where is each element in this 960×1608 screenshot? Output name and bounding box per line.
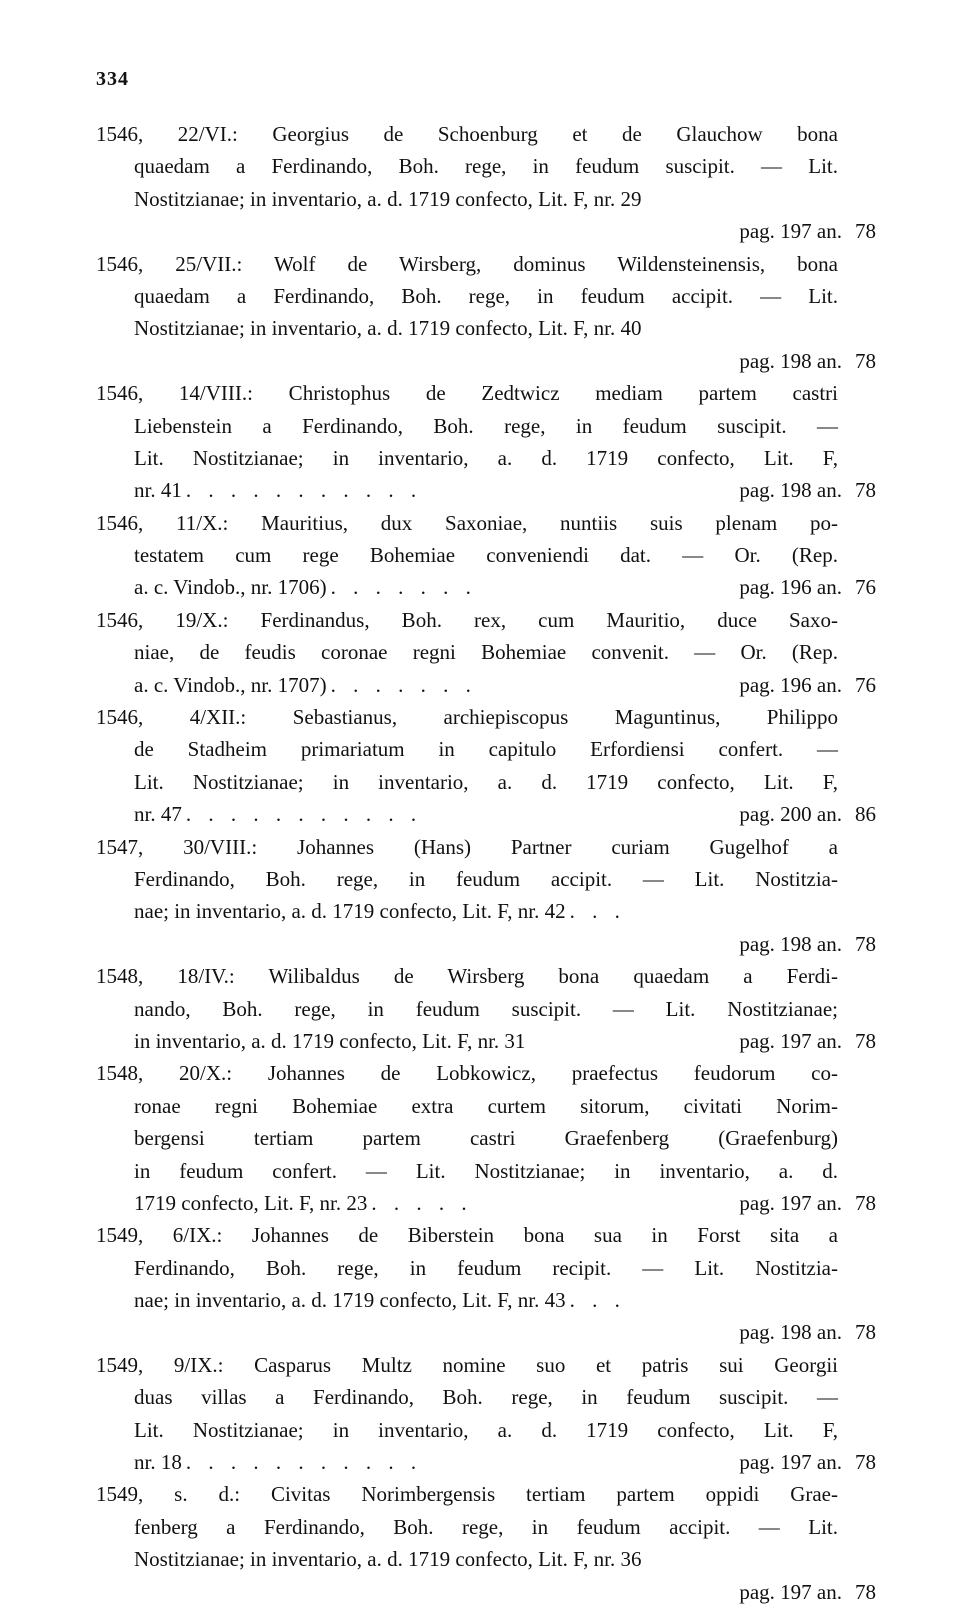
entry-text: nr. 18 [134,1450,182,1475]
register-entry [96,604,876,701]
entry-text: Liebenstein a Ferdinando, Boh. rege, in feudum suscipit. — [134,413,838,438]
entry-line [96,863,838,895]
reference-number: 78 [855,1028,876,1053]
entry-line [96,928,876,960]
leader-dots: . . . . . . . . . . . [185,478,423,503]
entry-heading-line [96,960,838,992]
entry-line [96,571,876,603]
reference-number: 78 [855,1320,876,1345]
entry-heading-line [96,1219,838,1251]
entry-text: 1547, 30/VIII.: Johannes (Hans) Partner curiam Gugelhof a [96,834,838,859]
entry-heading-line [96,1057,838,1089]
entry-line [96,1414,838,1446]
leader-dots: . . . . . . . . . . . [185,1450,423,1475]
entry-text: Lit. Nostitzianae; in inventario, a. d. 1719 confecto, Lit. F, [134,1417,838,1442]
entry-line [96,1155,838,1187]
entry-line [96,410,838,442]
page-reference: pag. 198 an. [739,478,842,503]
entry-line [96,1025,876,1057]
leader-dots: . . . [569,899,626,924]
reference-number: 78 [855,931,876,956]
entry-line [96,1187,876,1219]
page-reference: pag. 197 an. [739,1450,842,1475]
entry-text: Ferdinando, Boh. rege, in feudum recipit. — Lit. Nostitzia- [134,1255,838,1280]
register-entry [96,118,876,248]
leader-dots: . . . . . . . . . . . [185,802,423,827]
reference-number: 76 [855,672,876,697]
entry-line [96,766,838,798]
entry-line [96,1576,876,1608]
reference-number: 78 [855,1190,876,1215]
register-entry [96,701,876,831]
register-entry [96,1349,876,1479]
entry-text: a. c. Vindob., nr. 1707) [134,672,327,697]
register-entry [96,960,876,1057]
reference-number: 78 [855,478,876,503]
register-entry [96,377,876,507]
entry-text: quaedam a Ferdinando, Boh. rege, in feudum accipit. — Lit. [134,283,838,308]
register-entry [96,507,876,604]
entry-line [96,798,876,830]
entry-line [96,312,876,344]
entry-line [96,895,876,927]
entry-text: nr. 41 [134,478,182,503]
entry-heading-line [96,604,838,636]
reference-number: 78 [855,348,876,373]
entry-text: nae; in inventario, a. d. 1719 confecto, Lit. F, nr. 43 [134,1288,566,1313]
page-reference: pag. 198 an. [739,1320,842,1345]
page-reference: pag. 198 an. [739,931,842,956]
entry-text: quaedam a Ferdinando, Boh. rege, in feudum suscipit. — Lit. [134,154,838,179]
entry-text: bergensi tertiam partem castri Graefenberg (Graefenburg) [134,1126,838,1151]
entry-text: duas villas a Ferdinando, Boh. rege, in feudum suscipit. — [134,1385,838,1410]
entry-text: 1546, 22/VI.: Georgius de Schoenburg et de Glauchow bona [96,122,838,146]
entry-line [96,1446,876,1478]
leader-dots: . . . . . . . [330,575,477,600]
entry-text: 1546, 4/XII.: Sebastianus, archiepiscopus Maguntinus, Philippo [96,705,838,730]
page-reference: pag. 196 an. [739,672,842,697]
entry-line [96,993,838,1025]
register-entry [96,1478,876,1608]
reference-number: 78 [855,219,876,244]
leader-dots: . . . . . . . [330,672,477,697]
entry-heading-line [96,377,838,409]
entry-text: in feudum confert. — Lit. Nostitzianae; in inventario, a. d. [134,1158,838,1183]
entry-heading-line [96,118,838,150]
page-reference: pag. 197 an. [739,1028,842,1053]
entry-line [96,1090,838,1122]
entry-line [96,733,838,765]
entry-line [96,280,838,312]
entry-text: de Stadheim primariatum in capitulo Erfordiensi confert. — [134,737,838,762]
entry-heading-line [96,248,838,280]
entry-text: 1546, 25/VII.: Wolf de Wirsberg, dominus Wildensteinensis, bona [96,251,838,276]
reference-number: 86 [855,802,876,827]
entry-line [96,183,876,215]
entry-line [96,1511,838,1543]
entry-text: 1549, s. d.: Civitas Norimbergensis tertiam partem oppidi Grae- [96,1482,838,1507]
entry-text: niae, de feudis coronae regni Bohemiae convenit. — Or. (Rep. [134,640,838,665]
entry-line [96,442,838,474]
page-reference: pag. 198 an. [739,348,842,373]
entry-line [96,636,838,668]
page-reference: pag. 196 an. [739,575,842,600]
entry-line [96,539,838,571]
entry-text: ronae regni Bohemiae extra curtem sitorum, civitati Norim- [134,1093,838,1118]
page-reference: pag. 197 an. [739,1579,842,1604]
register-entry [96,1219,876,1349]
register-entry [96,248,876,378]
page-reference: pag. 200 an. [739,802,842,827]
entry-text: testatem cum rege Bohemiae conveniendi dat. — Or. (Rep. [134,543,838,568]
entry-text: Lit. Nostitzianae; in inventario, a. d. 1719 confecto, Lit. F, [134,445,838,470]
entry-text: 1546, 11/X.: Mauritius, dux Saxoniae, nuntiis suis plenam po- [96,510,838,535]
entry-text: Nostitzianae; in inventario, a. d. 1719 confecto, Lit. F, nr. 36 [134,1547,642,1572]
entry-heading-line [96,701,838,733]
page-reference: pag. 197 an. [739,219,842,244]
entry-text: nando, Boh. rege, in feudum suscipit. — Lit. Nostitzianae; [134,996,838,1021]
entry-heading-line [96,1478,838,1510]
entry-line [96,1284,876,1316]
entry-text: Nostitzianae; in inventario, a. d. 1719 confecto, Lit. F, nr. 29 [134,186,642,211]
entry-line [96,1122,838,1154]
page-reference: pag. 197 an. [739,1190,842,1215]
entry-line [96,345,876,377]
entry-heading-line [96,831,838,863]
leader-dots: . . . [569,1288,626,1313]
entry-text: 1546, 14/VIII.: Christophus de Zedtwicz mediam partem castri [96,381,838,406]
entry-text: 1719 confecto, Lit. F, nr. 23 [134,1190,368,1215]
entry-text: nr. 47 [134,802,182,827]
reference-number: 78 [855,1450,876,1475]
entry-line [96,474,876,506]
entry-line [96,669,876,701]
entry-text: 1549, 6/IX.: Johannes de Biberstein bona sua in Forst sita a [96,1223,838,1248]
entry-text: Lit. Nostitzianae; in inventario, a. d. 1719 confecto, Lit. F, [134,769,838,794]
register-entry [96,1057,876,1219]
entry-heading-line [96,507,838,539]
entry-text: 1548, 20/X.: Johannes de Lobkowicz, praefectus feudorum co- [96,1061,838,1086]
entry-text: 1546, 19/X.: Ferdinandus, Boh. rex, cum Mauritio, duce Saxo- [96,607,838,632]
entry-line [96,150,838,182]
entry-heading-line [96,1349,838,1381]
entry-line [96,215,876,247]
entry-text: 1549, 9/IX.: Casparus Multz nomine suo et patris sui Georgii [96,1352,838,1377]
entry-text: in inventario, a. d. 1719 confecto, Lit. F, nr. 31 [134,1028,526,1053]
entry-text: 1548, 18/IV.: Wilibaldus de Wirsberg bona quaedam a Ferdi- [96,964,838,989]
entry-text: Ferdinando, Boh. rege, in feudum accipit. — Lit. Nostitzia- [134,866,838,891]
entry-text: a. c. Vindob., nr. 1706) [134,575,327,600]
entry-line [96,1543,876,1575]
leader-dots: . . . . . [371,1190,473,1215]
entry-line [96,1316,876,1348]
entry-text: fenberg a Ferdinando, Boh. rege, in feudum accipit. — Lit. [134,1514,838,1539]
entry-text: nae; in inventario, a. d. 1719 confecto, Lit. F, nr. 42 [134,899,566,924]
entry-line [96,1381,838,1413]
entry-text: Nostitzianae; in inventario, a. d. 1719 confecto, Lit. F, nr. 40 [134,316,642,341]
register-entries [96,118,876,1608]
page-number: 334 [96,68,129,90]
reference-number: 76 [855,575,876,600]
entry-line [96,1252,838,1284]
reference-number: 78 [855,1579,876,1604]
register-entry [96,831,876,961]
